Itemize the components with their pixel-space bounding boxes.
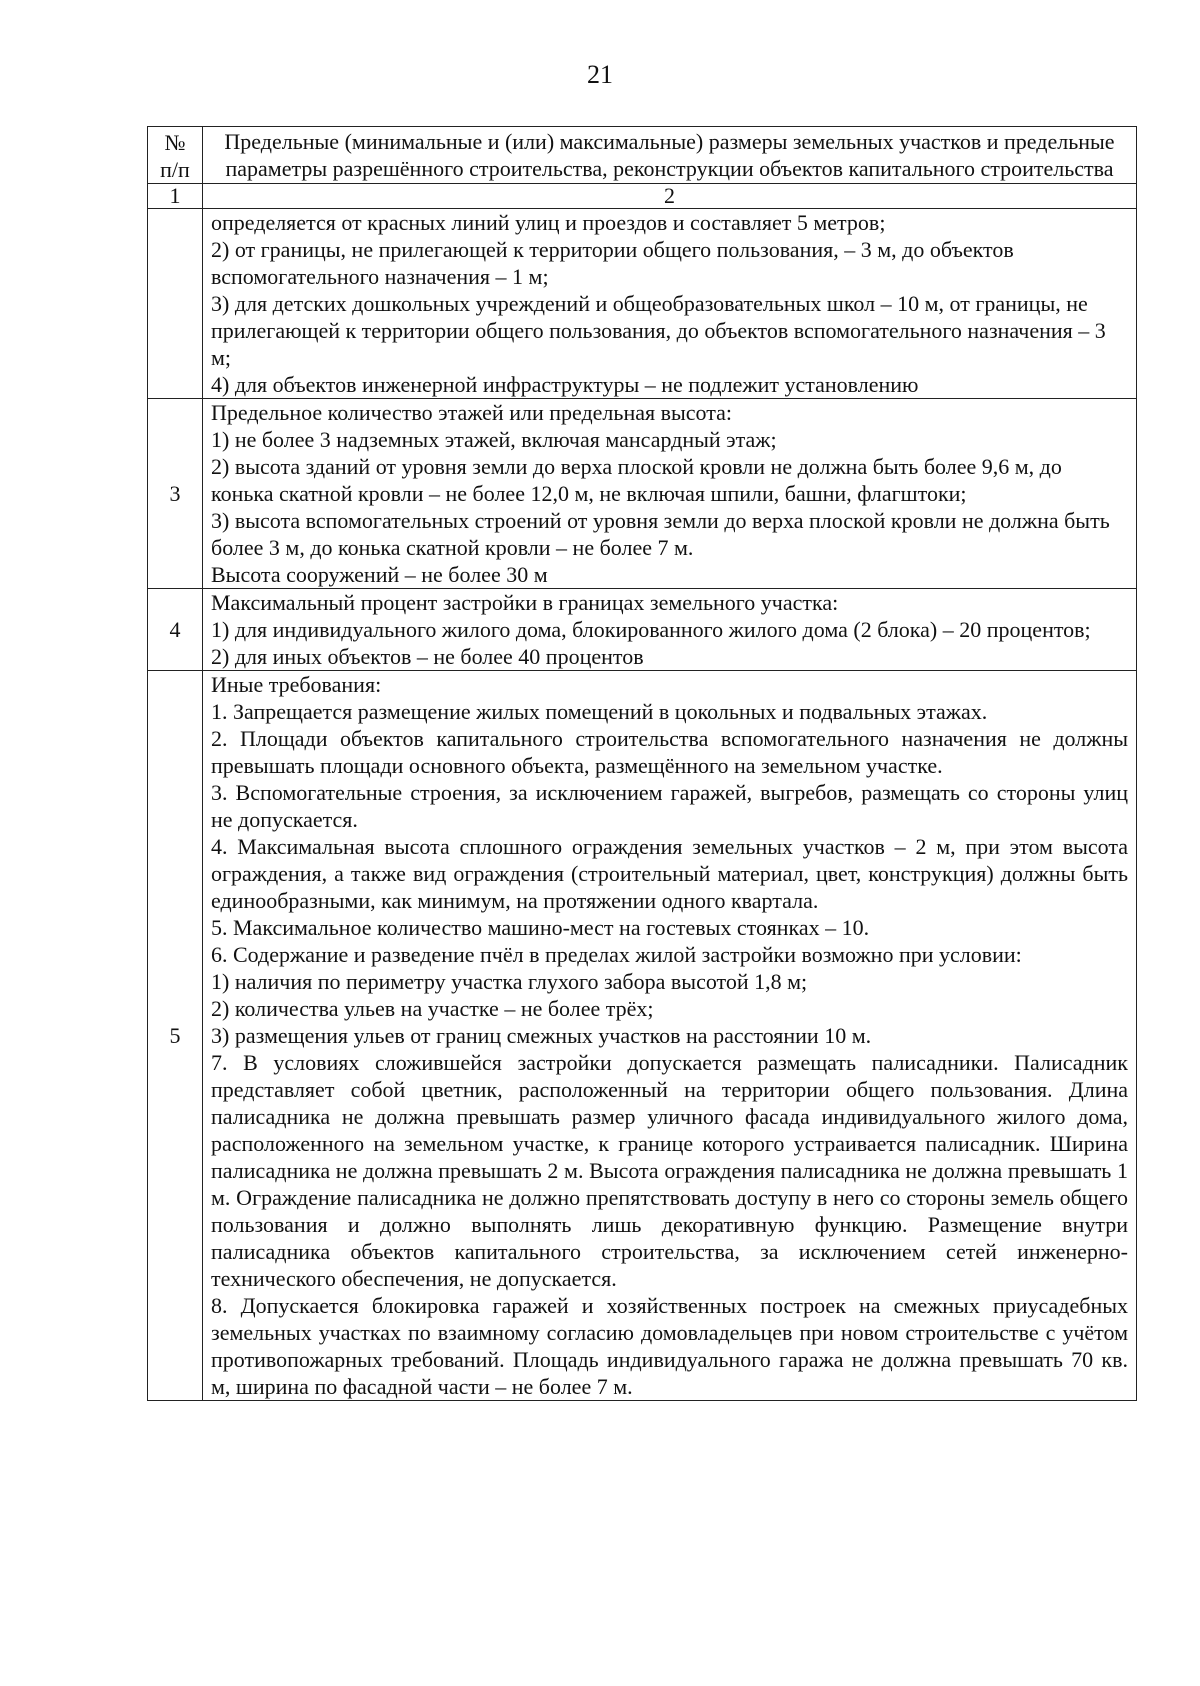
row-content [203, 589, 1137, 671]
row-text-line: Предельное количество этажей или предельная высота: [211, 400, 733, 425]
header-num-cell: № п/п [148, 127, 203, 184]
row-number: 3 [148, 399, 203, 589]
row-text-line: 2) высота зданий от уровня земли до верха плоской кровли не должна быть более 9,6 м, до конька скатной кровли – не более 12,0 м, не включая шпили, башни, флагштоки; [211, 454, 1062, 506]
row-text-line: 1) для индивидуального жилого дома, блокированного жилого дома (2 блока) – 20 процентов; [211, 617, 1091, 642]
index-cell-2: 2 [203, 184, 1137, 209]
row-text-line: 3) для детских дошкольных учреждений и общеобразовательных школ – 10 м, от границы, не прилегающей к территории общего пользования, до объектов вспомогательного назначения – 3 м; [211, 291, 1106, 370]
row-text-line: 4) для объектов инженерной инфраструктуры – не подлежит установлению [211, 372, 919, 397]
row-text-line: Высота сооружений – не более 30 м [211, 562, 548, 587]
row-text-line: 6. Содержание и разведение пчёл в пределах жилой застройки возможно при условии: [211, 942, 1022, 967]
row-text-line: определяется от красных линий улиц и проездов и составляет 5 метров; [211, 210, 886, 235]
row-content [203, 209, 1137, 399]
row-number: 4 [148, 589, 203, 671]
table-row [148, 399, 1137, 589]
table-row [148, 209, 1137, 399]
row-text-line: Иные требования: [211, 672, 382, 697]
row-text-line: 2) от границы, не прилегающей к территории общего пользования, – 3 м, до объектов вспомогательного назначения – 1 м; [211, 237, 1014, 289]
row-text-line: 3) высота вспомогательных строений от уровня земли до верха плоской кровли не должна быть более 3 м, до конька скатной кровли – не более 7 м. [211, 508, 1110, 560]
row-text-line: 2. Площади объектов капитального строительства вспомогательного назначения не должны превышать площади основного объекта, размещённого на земельном участке. [211, 726, 1128, 778]
row-text-line: 4. Максимальная высота сплошного ограждения земельных участков – 2 м, при этом высота ограждения, а также вид ограждения (строительный материал, цвет, конструкция) должны быть единообразными, как минимум, на протяжении одного квартала. [211, 834, 1128, 913]
header-desc-cell: Предельные (минимальные и (или) максимальные) размеры земельных участков и предельные параметры разрешённого строительства, реконструкции объектов капитального строительства [203, 127, 1137, 184]
table-index-row [148, 184, 1137, 209]
row-text-line: 7. В условиях сложившейся застройки допускается размещать палисадники. Палисадник представляет собой цветник, расположенный на территории общего пользования. Длина палисадника не должна превышать размер уличного фасада индивидуального жилого дома, расположенного на земельном участке, к границе которого устраивается палисадник. Ширина палисадника не должна превышать 2 м. Высота ограждения палисадника не должна превышать 1 м. Ограждение палисадника не должно препятствовать доступу в него со стороны земель общего пользования и должно выполнять лишь декоративную функцию. Размещение внутри палисадника объектов капитального строительства, за исключением сетей инженерно-технического обеспечения, не допускается. [211, 1050, 1128, 1291]
row-text-line: 2) количества ульев на участке – не более трёх; [211, 996, 654, 1021]
row-text-line: 2) для иных объектов – не более 40 процентов [211, 644, 644, 669]
row-text-line: 3) размещения ульев от границ смежных участков на расстоянии 10 м. [211, 1023, 872, 1048]
index-cell-1: 1 [148, 184, 203, 209]
row-text-line: Максимальный процент застройки в границах земельного участка: [211, 590, 839, 615]
row-text-line: 8. Допускается блокировка гаражей и хозяйственных построек на смежных приусадебных земельных участках по взаимному согласию домовладельцев при новом строительстве с учётом противопожарных требований. Площадь индивидуального гаража не должна превышать 70 кв. м, ширина по фасадной части – не более 7 м. [211, 1293, 1128, 1399]
table-row [148, 671, 1137, 1401]
row-number [148, 209, 203, 399]
regulations-table [147, 126, 1137, 1401]
row-text-line: 1. Запрещается размещение жилых помещений в цокольных и подвальных этажах. [211, 699, 988, 724]
row-text-line: 3. Вспомогательные строения, за исключением гаражей, выгребов, размещать со стороны улиц не допускается. [211, 780, 1128, 832]
row-content [203, 671, 1137, 1401]
table-row [148, 589, 1137, 671]
table-header-row [148, 127, 1137, 184]
page-number: 21 [587, 60, 613, 89]
row-text-line: 1) не более 3 надземных этажей, включая мансардный этаж; [211, 427, 777, 452]
row-text-line: 5. Максимальное количество машино-мест на гостевых стоянках – 10. [211, 915, 870, 940]
row-text-line: 1) наличия по периметру участка глухого забора высотой 1,8 м; [211, 969, 808, 994]
row-number: 5 [148, 671, 203, 1401]
row-content [203, 399, 1137, 589]
